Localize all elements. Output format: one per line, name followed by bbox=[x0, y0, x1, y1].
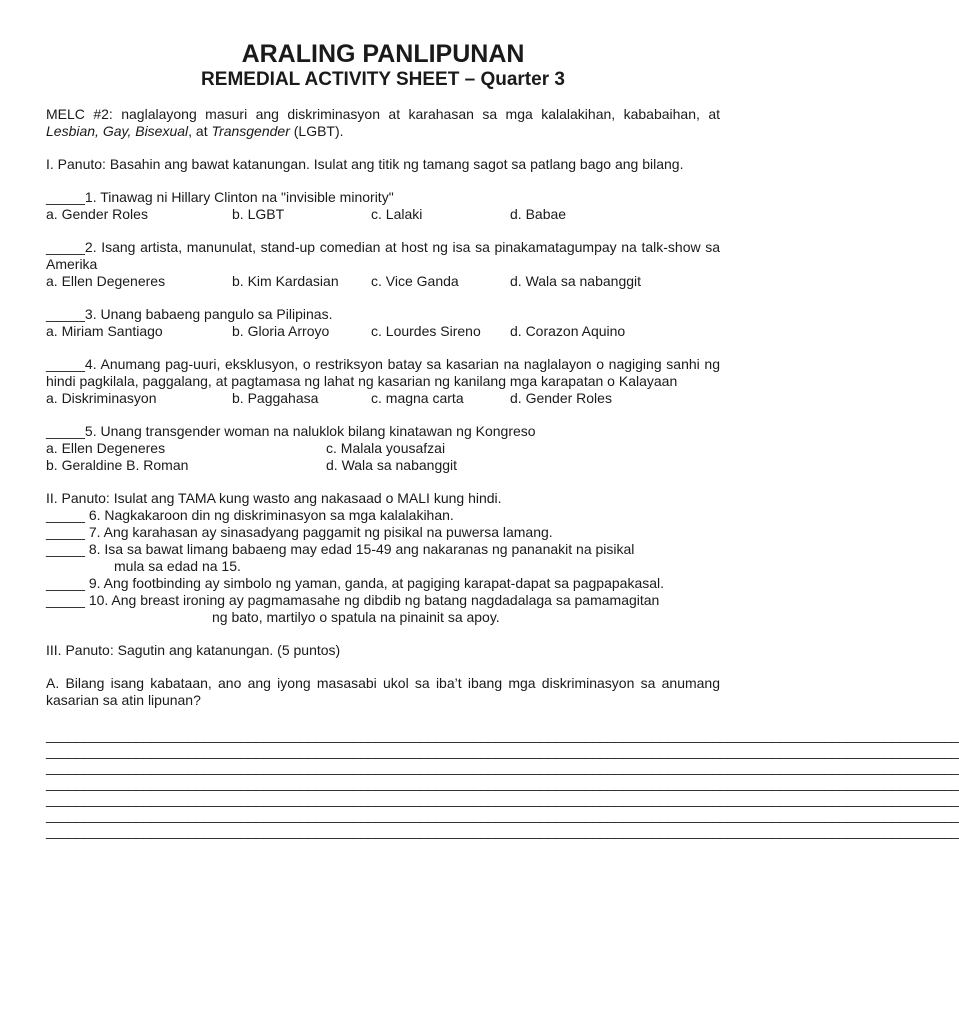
tf-item-8: _____ 8. Isa sa bawat limang babaeng may edad 15-49 ang nakaranas ng pananakit na pisikal bbox=[46, 541, 635, 557]
option-b: b. Paggahasa bbox=[232, 390, 319, 406]
tf-item-10-continued: ng bato, martilyo o spatula na pinainit sa apoy. bbox=[212, 609, 500, 625]
option-b: b. Gloria Arroyo bbox=[232, 323, 330, 339]
option-b: b. Geraldine B. Roman bbox=[46, 457, 189, 473]
part3-instruction: III. Panuto: Sagutin ang katanungan. (5 puntos) bbox=[46, 642, 341, 658]
answer-line[interactable]: __________________________________________________________________________________________________________________________ bbox=[46, 775, 959, 791]
option-a: a. Gender Roles bbox=[46, 206, 148, 222]
tf-item-6: _____ 6. Nagkakaroon din ng diskriminasyon sa mga kalalakihan. bbox=[46, 507, 454, 523]
part2-section bbox=[46, 490, 720, 626]
part1-instruction: I. Panuto: Basahin ang bawat katanungan. Isulat ang titik ng tamang sagot sa patlang bago ang bilang. bbox=[46, 156, 684, 172]
page-title: ARALING PANLIPUNAN bbox=[241, 40, 525, 68]
question-4 bbox=[46, 356, 720, 407]
page-subtitle: REMEDIAL ACTIVITY SHEET – Quarter 3 bbox=[201, 69, 565, 90]
question-2 bbox=[46, 239, 720, 290]
answer-line[interactable]: __________________________________________________________________________________________________________________________ bbox=[46, 807, 959, 823]
question-text: _____5. Unang transgender woman na naluklok bilang kinatawan ng Kongreso bbox=[46, 423, 536, 439]
option-a: a. Miriam Santiago bbox=[46, 323, 163, 339]
answer-line[interactable]: __________________________________________________________________________________________________________________________ bbox=[46, 727, 959, 743]
answer-line[interactable]: __________________________________________________________________________________________________________________________ bbox=[46, 759, 959, 775]
answer-line[interactable]: __________________________________________________________________________________________________________________________ bbox=[46, 791, 959, 807]
answer-line[interactable]: __________________________________________________________________________________________________________________________ bbox=[46, 823, 959, 839]
answer-area[interactable] bbox=[46, 727, 959, 839]
option-c: c. Vice Ganda bbox=[371, 273, 459, 289]
part3-question: A. Bilang isang kabataan, ano ang iyong masasabi ukol sa iba’t ibang mga diskriminasyon sa anumang kasarian sa atin lipunan? bbox=[46, 675, 720, 708]
option-a: a. Ellen Degeneres bbox=[46, 440, 166, 456]
worksheet-page bbox=[46, 40, 959, 839]
options-row bbox=[46, 323, 720, 340]
option-d: d. Wala sa nabanggit bbox=[510, 273, 642, 289]
option-d: d. Wala sa nabanggit bbox=[326, 457, 458, 473]
question-text: _____2. Isang artista, manunulat, stand-up comedian at host ng isa sa pinakamatagumpay na talk-show sa Amerika bbox=[46, 239, 720, 272]
question-text: _____3. Unang babaeng pangulo sa Pilipinas. bbox=[46, 306, 333, 322]
option-a: a. Diskriminasyon bbox=[46, 390, 157, 406]
option-d: d. Corazon Aquino bbox=[510, 323, 626, 339]
question-text: _____4. Anumang pag-uuri, eksklusyon, o restriksyon batay sa kasarian na naglalayon o nagiging sanhi ng hindi pagkilala, paggalang, at pagtamasa ng lahat ng kasarian ng kanilang mga karapatan o Kalayaan bbox=[46, 356, 720, 389]
option-b: b. LGBT bbox=[232, 206, 285, 222]
option-c: c. Malala yousafzai bbox=[326, 440, 446, 456]
option-c: c. Lalaki bbox=[371, 206, 423, 222]
option-c: c. Lourdes Sireno bbox=[371, 323, 481, 339]
option-d: d. Gender Roles bbox=[510, 390, 612, 406]
tf-item-7: _____ 7. Ang karahasan ay sinasadyang paggamit ng pisikal na puwersa lamang. bbox=[46, 524, 553, 540]
tf-item-8-continued: mula sa edad na 15. bbox=[114, 558, 241, 574]
option-d: d. Babae bbox=[510, 206, 567, 222]
tf-item-10: _____ 10. Ang breast ironing ay pagmamasahe ng dibdib ng batang nagdadalaga sa pamamagitan bbox=[46, 592, 660, 608]
option-a: a. Ellen Degeneres bbox=[46, 273, 166, 289]
option-b: b. Kim Kardasian bbox=[232, 273, 339, 289]
options-row bbox=[46, 273, 720, 290]
options-row bbox=[46, 206, 720, 223]
question-text: _____1. Tinawag ni Hillary Clinton na "invisible minority" bbox=[46, 189, 394, 205]
options-row bbox=[46, 390, 720, 407]
part2-instruction: II. Panuto: Isulat ang TAMA kung wasto ang nakasaad o MALI kung hindi. bbox=[46, 490, 502, 506]
option-c: c. magna carta bbox=[371, 390, 464, 406]
question-5 bbox=[46, 423, 720, 474]
melc-statement: MELC #2: naglalayong masuri ang diskriminasyon at karahasan sa mga kalalakihan, kababaihan, at Lesbian, Gay, Bisexual, at Transgender (LGBT). bbox=[46, 106, 720, 139]
question-3 bbox=[46, 306, 720, 340]
question-1 bbox=[46, 189, 720, 223]
answer-line[interactable]: __________________________________________________________________________________________________________________________ bbox=[46, 743, 959, 759]
tf-item-9: _____ 9. Ang footbinding ay simbolo ng yaman, ganda, at pagiging karapat-dapat sa pagpapakasal. bbox=[46, 575, 665, 591]
options-grid bbox=[46, 440, 720, 474]
